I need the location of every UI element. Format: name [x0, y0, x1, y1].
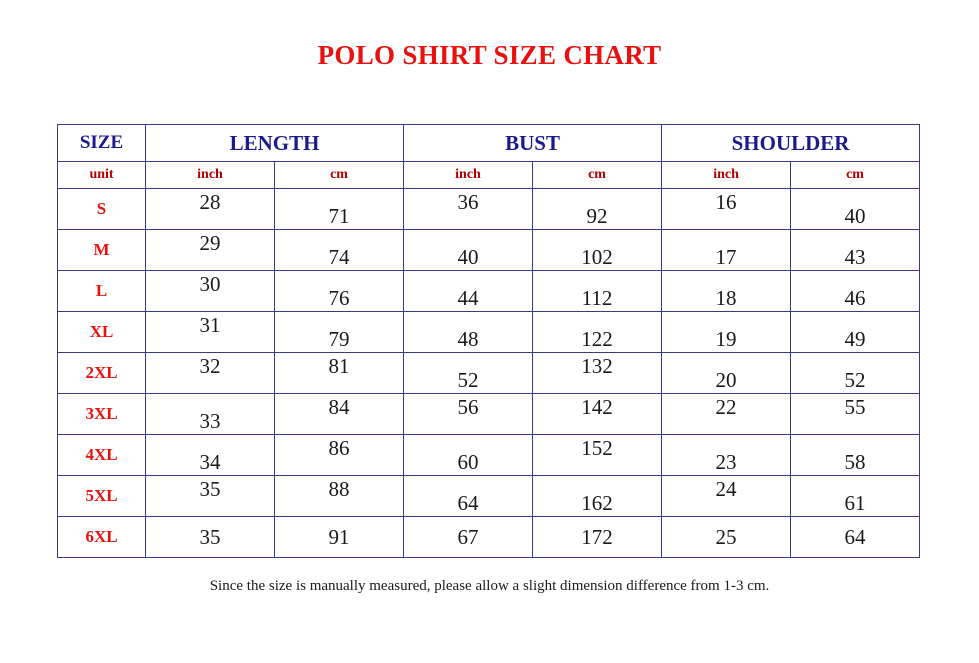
- cell-shoulder-cm: 64: [844, 524, 866, 549]
- cell-length-inch: 35: [199, 524, 221, 549]
- cell-length-cm: 81: [328, 353, 350, 378]
- cell-shoulder-inch: 19: [715, 326, 737, 351]
- cell-length-cm: 91: [328, 524, 350, 549]
- cell-bust-inch: 64: [457, 490, 479, 515]
- table-row: [58, 517, 920, 558]
- cell-size: 5XL: [58, 476, 146, 517]
- size-chart-table-wrapper: [57, 124, 919, 558]
- table-row: [58, 189, 920, 230]
- cell-bust-cm: 142: [581, 394, 613, 419]
- cell-bust-inch: 48: [457, 326, 479, 351]
- table-row: [58, 271, 920, 312]
- cell-length-cm: 79: [328, 326, 350, 351]
- cell-bust-inch: 40: [457, 244, 479, 269]
- table-row: [58, 394, 920, 435]
- cell-length-cm: 71: [328, 203, 350, 228]
- cell-shoulder-cm: 40: [844, 203, 866, 228]
- cell-shoulder-inch: 23: [715, 449, 737, 474]
- group-header-shoulder: SHOULDER: [662, 125, 920, 162]
- cell-shoulder-cm: 58: [844, 449, 866, 474]
- cell-length-cm: 88: [328, 476, 350, 501]
- cell-length-cm: 84: [328, 394, 350, 419]
- cell-size: 4XL: [58, 435, 146, 476]
- cell-length-cm: 86: [328, 435, 350, 460]
- cell-length-inch: 30: [199, 271, 221, 296]
- cell-shoulder-inch: 18: [715, 285, 737, 310]
- cell-bust-cm: 92: [586, 203, 608, 228]
- cell-length-cm: 74: [328, 244, 350, 269]
- cell-shoulder-inch: 24: [715, 476, 737, 501]
- cell-size: M: [58, 230, 146, 271]
- table-row: [58, 353, 920, 394]
- cell-bust-inch: 52: [457, 367, 479, 392]
- cell-size: 3XL: [58, 394, 146, 435]
- group-header-bust: BUST: [404, 125, 662, 162]
- cell-bust-inch: 60: [457, 449, 479, 474]
- cell-size: S: [58, 189, 146, 230]
- cell-length-inch: 29: [199, 230, 221, 255]
- group-header-length: LENGTH: [146, 125, 404, 162]
- cell-bust-cm: 122: [581, 326, 613, 351]
- cell-bust-cm: 162: [581, 490, 613, 515]
- unit-header-bust-inch: inch: [404, 162, 533, 189]
- size-chart-table: [57, 124, 920, 558]
- measurement-disclaimer: Since the size is manually measured, please allow a slight dimension difference from 1-3 cm.: [209, 578, 770, 594]
- cell-shoulder-inch: 25: [715, 524, 737, 549]
- cell-bust-inch: 67: [457, 524, 479, 549]
- unit-header-shoulder-cm: cm: [791, 162, 920, 189]
- group-header-row: [58, 125, 920, 162]
- cell-bust-cm: 102: [581, 244, 613, 269]
- table-row: [58, 476, 920, 517]
- cell-bust-inch: 56: [457, 394, 479, 419]
- cell-shoulder-cm: 61: [844, 490, 866, 515]
- cell-bust-cm: 132: [581, 353, 613, 378]
- cell-shoulder-inch: 22: [715, 394, 737, 419]
- size-chart-page: [0, 40, 979, 663]
- page-title: POLO SHIRT SIZE CHART: [317, 40, 662, 70]
- unit-header-bust-cm: cm: [533, 162, 662, 189]
- unit-header-length-inch: inch: [146, 162, 275, 189]
- cell-bust-cm: 152: [581, 435, 613, 460]
- cell-length-cm: 76: [328, 285, 350, 310]
- cell-bust-cm: 172: [581, 524, 613, 549]
- cell-size: L: [58, 271, 146, 312]
- cell-length-inch: 35: [199, 476, 221, 501]
- table-row: [58, 230, 920, 271]
- cell-shoulder-cm: 55: [844, 394, 866, 419]
- cell-size: 6XL: [58, 517, 146, 558]
- cell-bust-cm: 112: [581, 285, 613, 310]
- cell-shoulder-cm: 43: [844, 244, 866, 269]
- cell-shoulder-inch: 17: [715, 244, 737, 269]
- cell-length-inch: 28: [199, 189, 221, 214]
- cell-bust-inch: 36: [457, 189, 479, 214]
- unit-header-row: [58, 162, 920, 189]
- cell-shoulder-cm: 49: [844, 326, 866, 351]
- cell-size: XL: [58, 312, 146, 353]
- table-row: [58, 435, 920, 476]
- cell-shoulder-cm: 52: [844, 367, 866, 392]
- group-header-size: SIZE: [58, 125, 146, 162]
- unit-header-shoulder-inch: inch: [662, 162, 791, 189]
- cell-length-inch: 31: [199, 312, 221, 337]
- cell-length-inch: 33: [199, 408, 221, 433]
- cell-size: 2XL: [58, 353, 146, 394]
- table-row: [58, 312, 920, 353]
- cell-length-inch: 32: [199, 353, 221, 378]
- cell-shoulder-inch: 20: [715, 367, 737, 392]
- cell-shoulder-cm: 46: [844, 285, 866, 310]
- cell-length-inch: 34: [199, 449, 221, 474]
- cell-shoulder-inch: 16: [715, 189, 737, 214]
- cell-bust-inch: 44: [457, 285, 479, 310]
- unit-header-length-cm: cm: [275, 162, 404, 189]
- unit-header-unit: unit: [58, 162, 146, 189]
